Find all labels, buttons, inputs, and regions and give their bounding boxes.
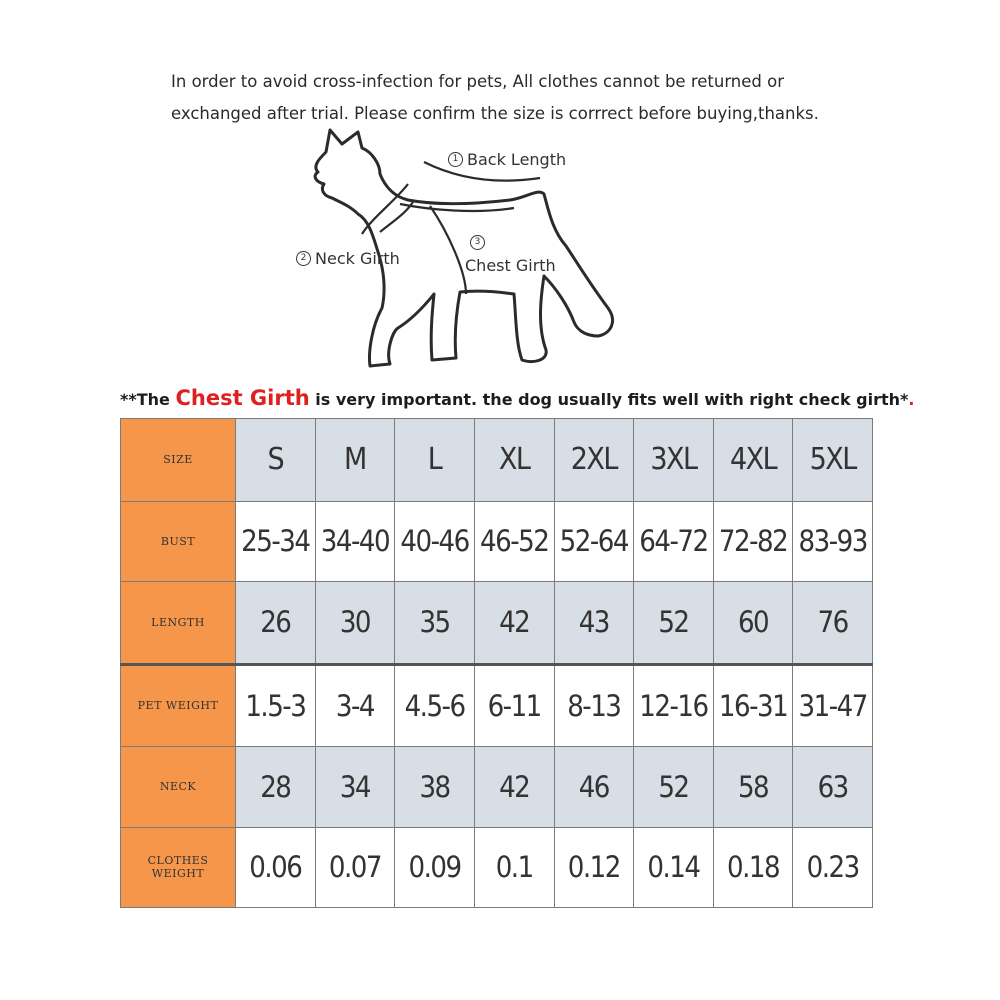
callout-label: Neck Girth — [315, 249, 400, 268]
table-cell: 52-64 — [554, 501, 634, 581]
table-cell: 34-40 — [315, 501, 395, 581]
table-cell: 72-82 — [713, 501, 793, 581]
table-cell: 42 — [474, 747, 554, 827]
table-cell: 0.1 — [474, 827, 554, 907]
table-cell: 28 — [236, 747, 316, 827]
table-cell: 0.07 — [315, 827, 395, 907]
table-cell: 0.12 — [554, 827, 634, 907]
tip-prefix: **The — [120, 390, 176, 409]
table-row — [121, 747, 873, 827]
table-cell: 63 — [793, 747, 873, 827]
table-cell: 31-47 — [793, 664, 873, 747]
row-label: PET WEIGHT — [121, 664, 236, 747]
return-policy-notice — [171, 66, 891, 130]
tip-emphasis: Chest Girth — [175, 386, 310, 410]
table-cell: 0.23 — [793, 827, 873, 907]
table-cell: M — [315, 419, 395, 502]
table-cell: 3-4 — [315, 664, 395, 747]
size-chart-table — [120, 418, 873, 908]
callout-number: 3 — [470, 235, 485, 250]
table-cell: 52 — [634, 747, 714, 827]
table-row — [121, 664, 873, 747]
chest-girth-callout-number — [470, 235, 485, 250]
table-cell: 1.5-3 — [236, 664, 316, 747]
table-row — [121, 501, 873, 581]
table-cell: 46 — [554, 747, 634, 827]
back-length-callout — [448, 150, 566, 169]
row-label: BUST — [121, 501, 236, 581]
table-cell: 16-31 — [713, 664, 793, 747]
row-label: LENGTH — [121, 581, 236, 664]
table-cell: 40-46 — [395, 501, 475, 581]
callout-label: Back Length — [467, 150, 567, 169]
table-row — [121, 419, 873, 502]
table-cell: 4XL — [713, 419, 793, 502]
chest-girth-line — [400, 204, 514, 294]
table-cell: 0.06 — [236, 827, 316, 907]
table-cell: XL — [474, 419, 554, 502]
table-cell: 0.09 — [395, 827, 475, 907]
table-cell: 5XL — [793, 419, 873, 502]
row-label: SIZE — [121, 419, 236, 502]
notice-line-1: In order to avoid cross-infection for pets, All clothes cannot be returned or — [171, 72, 785, 91]
table-cell: 0.14 — [634, 827, 714, 907]
notice-line-2: exchanged after trial. Please confirm the size is corrrect before buying,thanks. — [171, 104, 819, 123]
table-cell: 42 — [474, 581, 554, 664]
table-cell: 52 — [634, 581, 714, 664]
callout-number: 2 — [296, 251, 311, 266]
table-cell: 64-72 — [634, 501, 714, 581]
table-cell: 34 — [315, 747, 395, 827]
table-cell: 43 — [554, 581, 634, 664]
tip-suffix: is very important. the dog usually fits well with right check girth* — [309, 390, 909, 409]
table-cell: 12-16 — [634, 664, 714, 747]
table-row — [121, 581, 873, 664]
table-cell: 0.18 — [713, 827, 793, 907]
table-cell: 6-11 — [474, 664, 554, 747]
table-cell: 46-52 — [474, 501, 554, 581]
callout-number: 1 — [448, 152, 463, 167]
table-cell: L — [395, 419, 475, 502]
chest-girth-callout — [465, 256, 556, 275]
table-cell: 4.5-6 — [395, 664, 475, 747]
table-cell: 35 — [395, 581, 475, 664]
table-cell: 83-93 — [793, 501, 873, 581]
table-cell: 76 — [793, 581, 873, 664]
table-cell: 30 — [315, 581, 395, 664]
table-cell: 8-13 — [554, 664, 634, 747]
callout-label: Chest Girth — [465, 256, 556, 275]
neck-girth-callout — [296, 249, 400, 268]
table-cell: 58 — [713, 747, 793, 827]
table-row — [121, 827, 873, 907]
row-label: NECK — [121, 747, 236, 827]
table-cell: 26 — [236, 581, 316, 664]
table-cell: 2XL — [554, 419, 634, 502]
table-cell: 3XL — [634, 419, 714, 502]
table-cell: 60 — [713, 581, 793, 664]
table-cell: S — [236, 419, 316, 502]
table-cell: 38 — [395, 747, 475, 827]
row-label: CLOTHES WEIGHT — [121, 827, 236, 907]
table-cell: 25-34 — [236, 501, 316, 581]
tip-end: . — [908, 390, 915, 409]
chest-girth-tip — [120, 386, 914, 410]
